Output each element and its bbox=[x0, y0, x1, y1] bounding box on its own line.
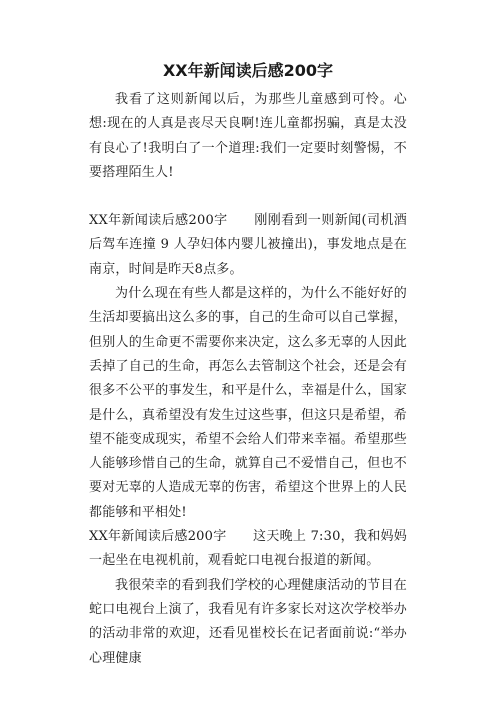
document-title: XX年新闻读后感200字 bbox=[162, 61, 334, 80]
paragraph-spacer bbox=[89, 185, 407, 209]
paragraph-5: 我很荣幸的看到我们学校的心理健康活动的节目在蛇口电视台上演了，我看见有许多家长对这次学校举办的活动非常的欢迎，还看见崔校长在记者面前说:“举办心理健康 bbox=[89, 577, 407, 666]
paragraph-3: 为什么现在有些人都是这样的，为什么不能好好的生活却要搞出这么多的事，自己的生命可以自己掌握，但别人的生命更不需要你来决定，这么多无辜的人因此丢掉了自己的生命，再怎么去管制这个社会，还是会有很多不公平的事发生，和平是什么，幸福是什么，国家是什么，真希望没有发生过这些事，但这只是希望，希望不能变成现实，希望不会给人们带来幸福。希望那些人能够珍惜自己的生命，就算自己不爱惜自己，但也不要对无辜的人造成无辜的伤害，希望这个世界上的人民都能够和平相处! bbox=[89, 286, 407, 520]
document-body bbox=[89, 88, 407, 671]
paragraph-2: XX年新闻读后感200字 刚刚看到一则新闻(司机酒后驾车连撞 9 人孕妇体内婴儿被撞出)，事发地点是在南京，时间是昨天8点多。 bbox=[89, 213, 407, 277]
paragraph-4: XX年新闻读后感200字 这天晚上 7:30，我和妈妈一起坐在电视机前，观看蛇口电视台报道的新闻。 bbox=[89, 529, 407, 569]
paragraph-1: 我看了这则新闻以后，为那些儿童感到可怜。心想:现在的人真是丧尽天良啊!连儿童都拐骗，真是太没有良心了!我明白了一个道理:我们一定要时刻警惕，不要搭理陌生人! bbox=[89, 92, 407, 180]
